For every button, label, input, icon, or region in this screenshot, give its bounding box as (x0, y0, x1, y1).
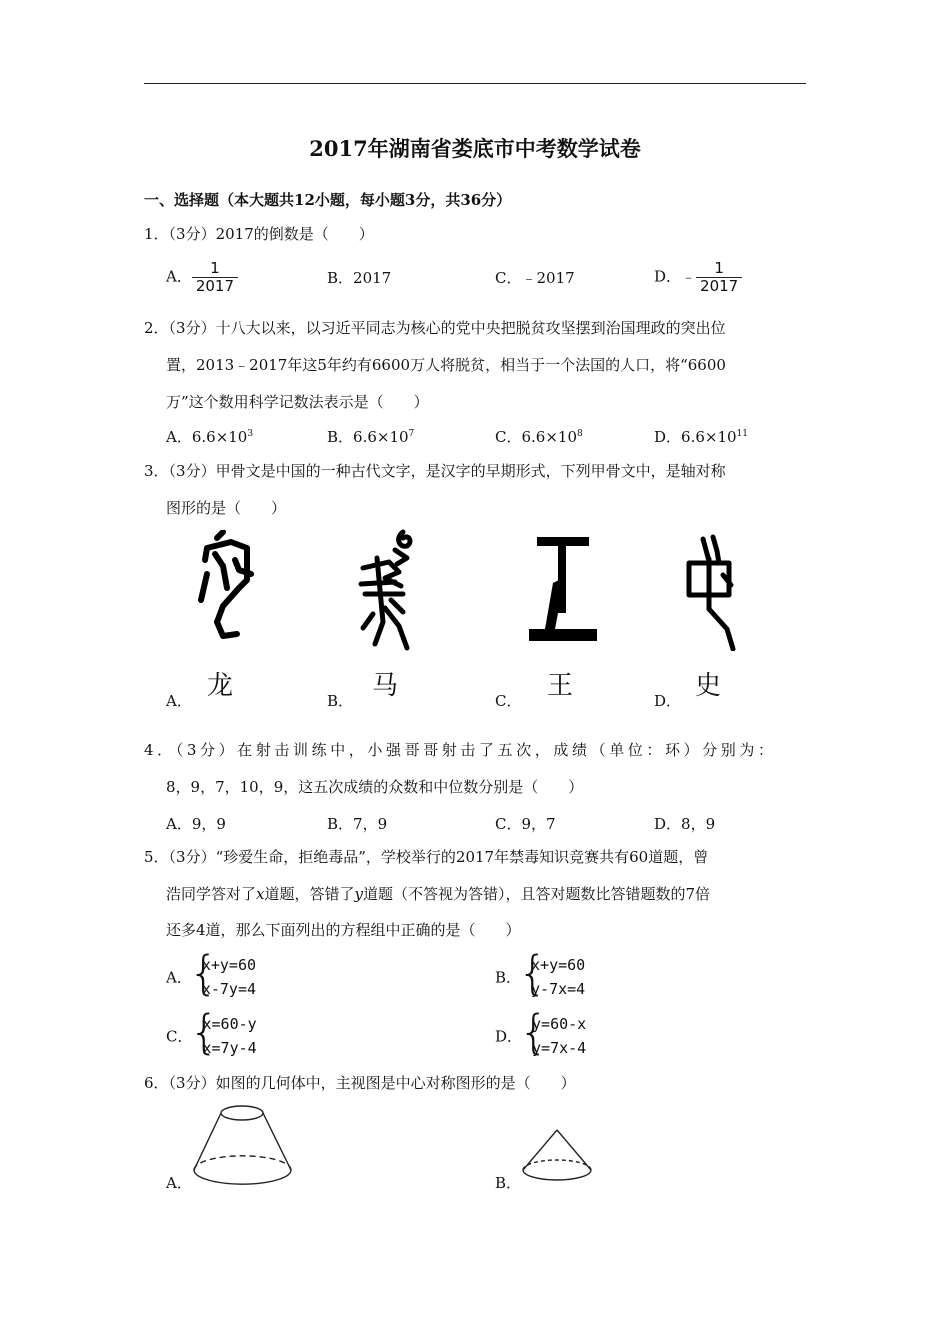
equation: { y=60-x (532, 1015, 587, 1033)
top-rule (144, 83, 806, 84)
question-1-option-b[interactable]: B．2017 (327, 269, 392, 287)
question-5-option-a[interactable] (166, 953, 256, 1001)
equation: { x=60-y (202, 1015, 257, 1033)
equation: y-7x=4 (531, 980, 586, 998)
equation-system (192, 953, 256, 1001)
question-3-line-2: 图形的是（ ） (166, 499, 287, 517)
question-1-stem: 1．（3分）2017的倒数是（ ） (144, 225, 374, 243)
fraction (192, 260, 238, 295)
equation: y=7x-4 (532, 1039, 587, 1057)
question-2-line-3: 万”这个数用科学记数法表示是（ ） (166, 393, 429, 411)
numerator: 1 (192, 260, 238, 278)
variable-y: y (354, 885, 363, 903)
exponent: 8 (577, 429, 583, 439)
equation: x-7y=4 (201, 980, 257, 998)
question-2-option-a[interactable] (166, 426, 253, 447)
question-1-option-c[interactable]: C．﹣2017 (495, 269, 575, 287)
question-3-char-b: 马 (372, 671, 399, 701)
denominator: 2017 (700, 277, 739, 295)
exponent: 7 (408, 429, 415, 439)
section-heading: 一、选择题（本大题共12小题，每小题3分，共36分） (144, 191, 512, 209)
option-label: B． (495, 968, 522, 987)
question-1-option-a[interactable] (166, 260, 238, 295)
question-5-line-1: 5．（3分）“珍爱生命，拒绝毒品”，学校举行的2017年禁毒知识竞赛共有60道题，曾 (144, 848, 709, 866)
exponent: 3 (247, 429, 254, 439)
question-5-option-b[interactable] (495, 953, 585, 1001)
text-part: 道题，答错了 (264, 885, 355, 903)
question-4-option-b[interactable]: B．7，9 (327, 815, 388, 833)
question-3-char-a: 龙 (207, 671, 234, 701)
question-3-line-1: 3．（3分）甲骨文是中国的一种古代文字，是汉字的早期形式，下列甲骨文中，是轴对称 (144, 462, 726, 480)
option-text: D．6.6×10 (654, 428, 737, 446)
question-4-option-a[interactable]: A．9，9 (166, 815, 226, 833)
oracle-horse-glyph-icon (355, 528, 420, 653)
numerator: 1 (696, 260, 742, 278)
equation-system (521, 953, 585, 1001)
option-text: C．6.6×10 (495, 428, 577, 446)
question-4-option-c[interactable]: C．9，7 (495, 815, 556, 833)
question-2-line-1: 2．（3分）十八大以来，以习近平同志为核心的党中央把脱贫攻坚摆到治国理政的突出位 (144, 319, 726, 337)
exponent: 11 (736, 429, 748, 439)
question-2-line-2: 置，2013﹣2017年这5年约有6600万人将脱贫，相当于一个法国的人口，将“6600 (166, 356, 726, 374)
equation: { x+y=60 (201, 956, 257, 974)
frustum-figure-icon (190, 1100, 295, 1190)
question-3-char-d: 史 (695, 671, 722, 701)
equation: x=7y-4 (202, 1039, 257, 1057)
equation: { x+y=60 (531, 956, 586, 974)
option-label: D． (654, 267, 682, 286)
question-4-option-d[interactable]: D．8，9 (654, 815, 716, 833)
question-3-option-d[interactable]: D． (654, 692, 682, 710)
equation-system (192, 1012, 256, 1060)
question-3-option-a[interactable]: A． (166, 692, 192, 710)
question-1-option-d[interactable] (654, 260, 742, 295)
fraction (696, 260, 742, 295)
question-5-option-c[interactable] (166, 1012, 257, 1060)
question-3-char-c: 王 (547, 671, 574, 701)
variable-x: x (256, 885, 265, 903)
question-2-option-c[interactable] (495, 426, 583, 447)
question-2-option-b[interactable] (327, 426, 414, 447)
oracle-history-glyph-icon (683, 533, 738, 651)
denominator: 2017 (195, 277, 235, 295)
option-text: A．6.6×10 (166, 428, 248, 446)
option-text: B．6.6×10 (327, 428, 409, 446)
option-label: A． (166, 267, 192, 286)
question-5-option-d[interactable] (495, 1012, 586, 1060)
question-6-stem: 6．（3分）如图的几何体中，主视图是中心对称图形的是（ ） (144, 1074, 576, 1092)
text-part: 道题（不答视为答错），且答对题数比答错题数的7倍 (362, 885, 711, 903)
text-part: 浩同学答对了 (166, 885, 257, 903)
question-5-line-2 (166, 884, 710, 904)
minus-sign: ﹣ (681, 267, 697, 286)
page-title: 2017年湖南省娄底市中考数学试卷 (309, 136, 641, 161)
question-4-line-2: 8，9，7，10，9，这五次成绩的众数和中位数分别是（ ） (166, 778, 584, 796)
cone-figure-icon (520, 1128, 595, 1188)
question-4-line-1: 4．（3分）在射击训练中，小强哥哥射击了五次，成绩（单位：环）分别为： (144, 741, 777, 759)
equation-system (522, 1012, 586, 1060)
question-6-option-a[interactable]: A． (166, 1174, 192, 1192)
option-label: C． (166, 1027, 193, 1046)
oracle-king-glyph-icon (527, 535, 599, 647)
question-2-option-d[interactable] (654, 426, 748, 447)
question-5-line-3: 还多4道，那么下面列出的方程组中正确的是（ ） (166, 921, 521, 939)
question-3-option-b[interactable]: B． (327, 692, 354, 710)
question-6-option-b[interactable]: B． (495, 1174, 522, 1192)
option-label: A． (166, 968, 192, 987)
question-3-option-c[interactable]: C． (495, 692, 522, 710)
oracle-dragon-glyph-icon (195, 530, 265, 645)
option-label: D． (495, 1027, 523, 1046)
